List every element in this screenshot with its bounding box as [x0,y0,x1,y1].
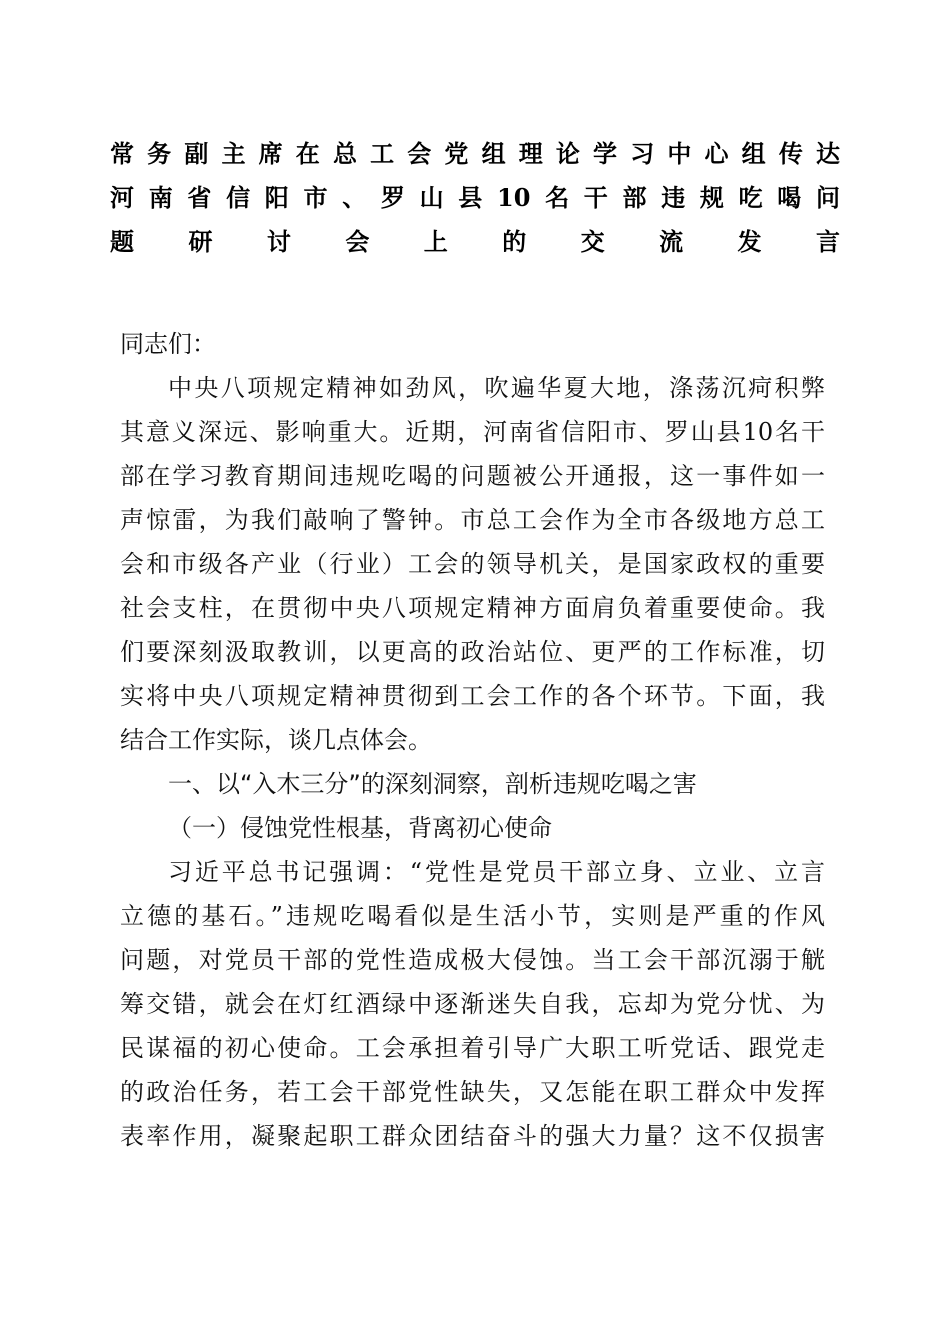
paragraph-line: 结合工作实际，谈几点体会。 [120,726,432,754]
paragraph-line: 表率作用，凝聚起职工群众团结奋斗的强大力量？这不仅损害 [120,1122,825,1150]
paragraph-line: 会和市级各产业（行业）工会的领导机关，是国家政权的重要 [120,550,825,578]
title-line: 常务副主席在总工会党组理论学习中心组传达 [110,139,840,168]
paragraph-line: 中央八项规定精神如劲风，吹遍华夏大地，涤荡沉疴积弊 [168,374,825,402]
title-line: 河南省信阳市、罗山县10名干部违规吃喝问 [110,183,840,212]
document-title [110,132,840,264]
paragraph-line: 习近平总书记强调：“党性是党员干部立身、立业、立言 [168,858,825,886]
paragraph-line: 社会支柱，在贯彻中央八项规定精神方面肩负着重要使命。我 [120,594,825,622]
section-heading: 一、以“入木三分”的深刻洞察，剖析违规吃喝之害 [168,770,697,798]
subsection-heading: （一）侵蚀党性根基，背离初心使命 [168,814,552,842]
paragraph-line: 的政治任务，若工会干部党性缺失，又怎能在职工群众中发挥 [120,1078,825,1106]
subsection-paragraph [120,850,825,1158]
paragraph-line: 实将中央八项规定精神贯彻到工会工作的各个环节。下面，我 [120,682,825,710]
paragraph-line: 声惊雷，为我们敲响了警钟。市总工会作为全市各级地方总工 [120,506,825,534]
document-body [120,322,825,1158]
salutation: 同志们： [120,330,216,358]
paragraph-line: 立德的基石。”违规吃喝看似是生活小节，实则是严重的作风 [120,902,825,930]
title-line: 题研讨会上的交流发言 [110,227,840,256]
paragraph-line: 们要深刻汲取教训，以更高的政治站位、更严的工作标准，切 [120,638,825,666]
paragraph-line: 其意义深远、影响重大。近期，河南省信阳市、罗山县10名干 [120,418,825,446]
paragraph-line: 筹交错，就会在灯红酒绿中逐渐迷失自我，忘却为党分忧、为 [120,990,825,1018]
paragraph-line: 问题，对党员干部的党性造成极大侵蚀。当工会干部沉溺于觥 [120,946,825,974]
paragraph-line: 民谋福的初心使命。工会承担着引导广大职工听党话、跟党走 [120,1034,825,1062]
intro-paragraph [120,366,825,762]
paragraph-line: 部在学习教育期间违规吃喝的问题被公开通报，这一事件如一 [120,462,825,490]
